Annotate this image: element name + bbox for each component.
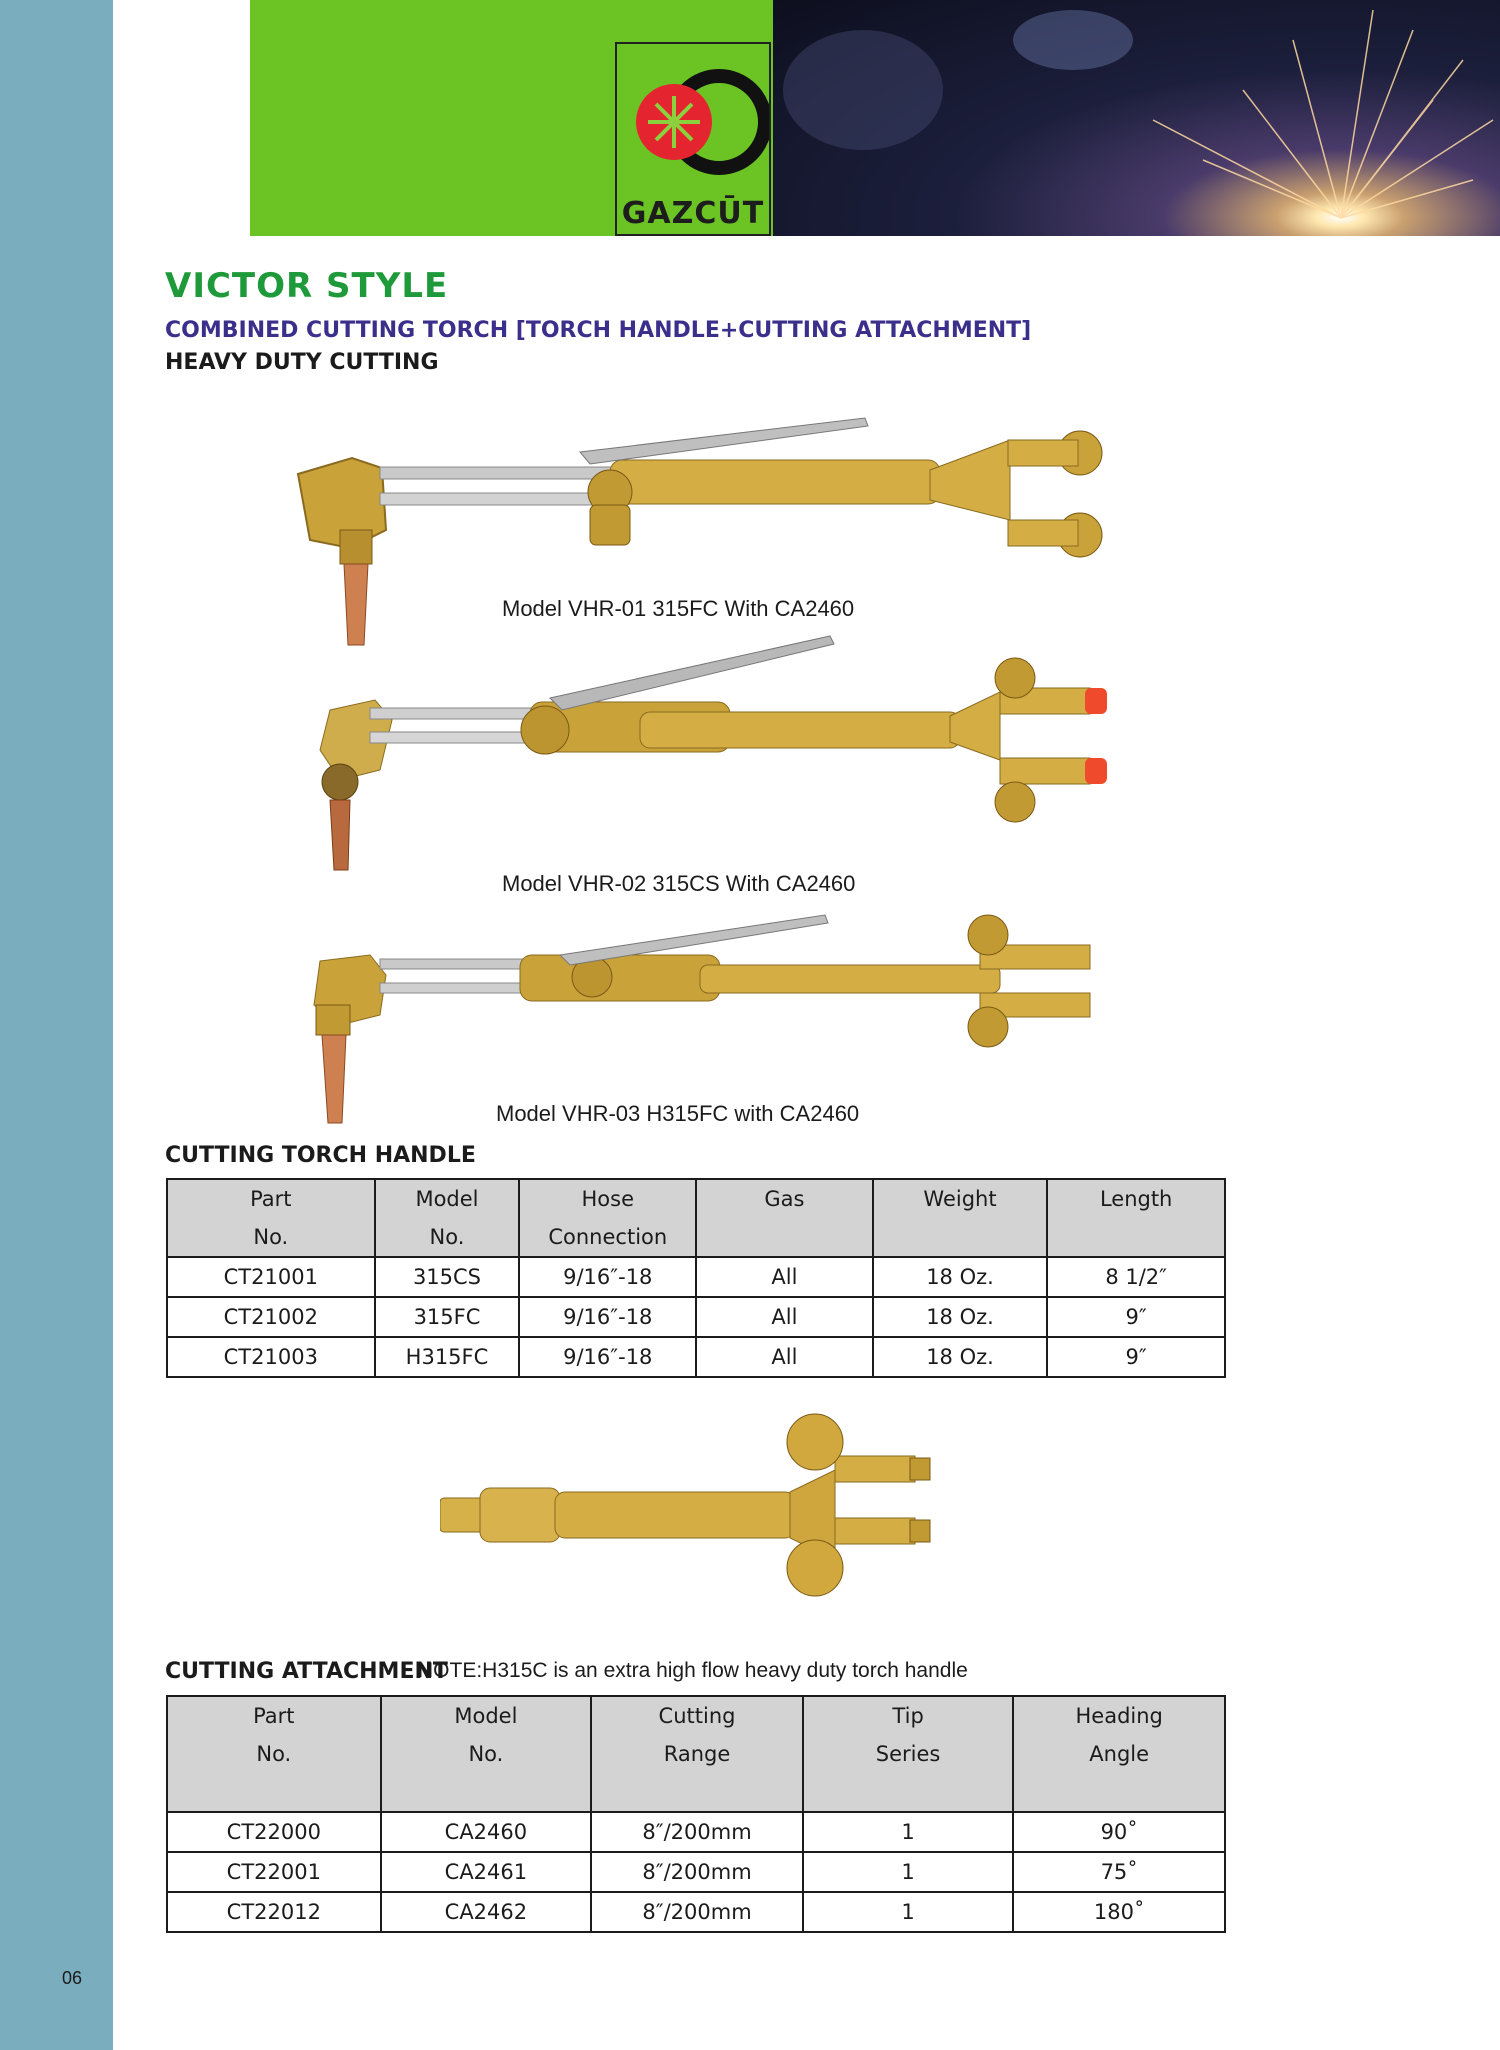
table-cell: 9/16″-18 [519, 1297, 696, 1337]
table-cell: CT21001 [167, 1257, 375, 1297]
table-row [167, 1337, 1225, 1377]
table-cell: 1 [803, 1812, 1014, 1852]
page-subtitle-2: HEAVY DUTY CUTTING [165, 350, 439, 375]
gazcut-logo [615, 42, 771, 236]
table-cell: 9″ [1047, 1337, 1225, 1377]
attachment-table [166, 1695, 1226, 1933]
header-cell: Gas [696, 1179, 873, 1257]
table-cell: 1 [803, 1852, 1014, 1892]
model-caption-vhr01: Model VHR-01 315FC With CA2460 [502, 596, 855, 621]
table-cell: 18 Oz. [873, 1257, 1048, 1297]
model-caption-vhr02: Model VHR-02 315CS With CA2460 [502, 871, 856, 896]
table-row [167, 1892, 1225, 1932]
header-cell: Tip Series [803, 1696, 1014, 1812]
header-cell: Heading Angle [1013, 1696, 1225, 1812]
table-cell: All [696, 1297, 873, 1337]
header-cell: Length [1047, 1179, 1225, 1257]
torch-image-vhr03 [300, 905, 1100, 1125]
model-caption-vhr03: Model VHR-03 H315FC with CA2460 [496, 1101, 860, 1126]
table-cell: 18 Oz. [873, 1337, 1048, 1377]
table-cell: 180˚ [1013, 1892, 1225, 1932]
side-stripe [0, 0, 113, 2050]
table-cell: 8″/200mm [591, 1892, 803, 1932]
table-cell: CA2460 [381, 1812, 592, 1852]
handle-table-title: CUTTING TORCH HANDLE [165, 1143, 476, 1168]
table-cell: 8″/200mm [591, 1852, 803, 1892]
page-number: 06 [62, 1968, 83, 1988]
table-cell: H315FC [375, 1337, 520, 1377]
table-row [167, 1257, 1225, 1297]
table-cell: 75˚ [1013, 1852, 1225, 1892]
table-cell: 9/16″-18 [519, 1257, 696, 1297]
table-cell: 9/16″-18 [519, 1337, 696, 1377]
table-cell: CT21003 [167, 1337, 375, 1377]
table-cell: 315FC [375, 1297, 520, 1337]
table-cell: CT22001 [167, 1852, 381, 1892]
table-cell: 8 1/2″ [1047, 1257, 1225, 1297]
table-row [167, 1812, 1225, 1852]
header-cell: Model No. [375, 1179, 520, 1257]
attachment-note: NOTE:H315C is an extra high flow heavy duty torch handle [418, 1659, 968, 1682]
table-cell: 90˚ [1013, 1812, 1225, 1852]
table-cell: All [696, 1337, 873, 1377]
table-cell: 18 Oz. [873, 1297, 1048, 1337]
header-cell: Part No. [167, 1696, 381, 1812]
torch-image-vhr02 [300, 630, 1120, 880]
attachment-table-title: CUTTING ATTACHMENT [165, 1659, 448, 1684]
table-cell: 8″/200mm [591, 1812, 803, 1852]
handle-table-header [167, 1179, 1225, 1257]
header-cell: Part No. [167, 1179, 375, 1257]
table-cell: 9″ [1047, 1297, 1225, 1337]
torch-handle-image [440, 1410, 950, 1600]
table-cell: 315CS [375, 1257, 520, 1297]
page-title: VICTOR STYLE [165, 266, 449, 306]
table-cell: CT22000 [167, 1812, 381, 1852]
logo-text: GAZCŪT [621, 196, 765, 231]
table-cell: All [696, 1257, 873, 1297]
table-cell: CA2461 [381, 1852, 592, 1892]
table-cell: 1 [803, 1892, 1014, 1932]
table-cell: CA2462 [381, 1892, 592, 1932]
header-cell: Hose Connection [519, 1179, 696, 1257]
header-cell: Cutting Range [591, 1696, 803, 1812]
page-subtitle: COMBINED CUTTING TORCH [TORCH HANDLE+CUTTING ATTACHMENT] [165, 318, 1032, 343]
header-cell: Model No. [381, 1696, 592, 1812]
handle-table [166, 1178, 1226, 1378]
attachment-table-header [167, 1696, 1225, 1812]
table-row [167, 1297, 1225, 1337]
table-row [167, 1852, 1225, 1892]
table-cell: CT21002 [167, 1297, 375, 1337]
welding-sparks-photo [773, 0, 1500, 236]
header-cell: Weight [873, 1179, 1048, 1257]
table-cell: CT22012 [167, 1892, 381, 1932]
